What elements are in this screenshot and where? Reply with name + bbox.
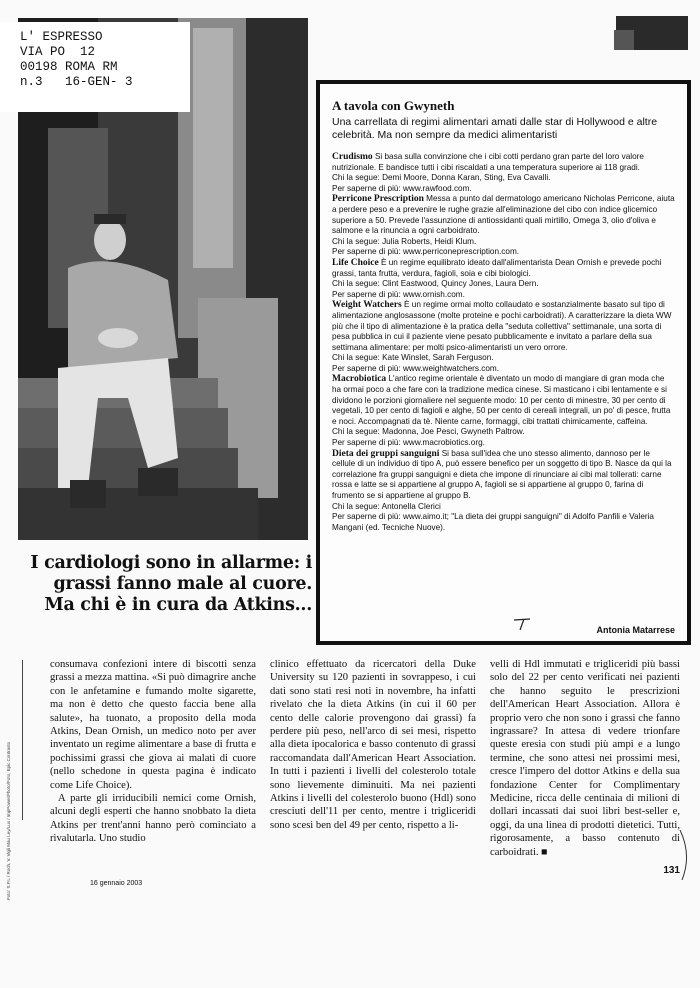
diet-description: Messa a punto dal dermatologo americano Nicholas Perricone, aiuta a perdere peso e a prevenire le rughe grazie all'eliminazione del cibo con indice glicemico superiore a 50. Prevede l'assunzione di antiossidanti quali mirtillo, Omega 3, olio d'oliva e salmone e la rinuncia a ogni carboidrato. [332,194,675,236]
diet-followers: Chi la segue: Antonella Clerici [332,501,441,511]
diet-description: Si basa sull'idea che uno stesso alimento, dannoso per le cellule di un individuo di tipo A, può essere benefico per un soggetto di tipo B. Nasce da qui la correlazione fra gruppi sanguigni e dieta che impone di rinunciare ai cibi mal tollerati: carne rossa e latte se si appartiene al gruppo A, fagioli se si appartiene al gruppo 0, farina di frumento se si appartiene al gruppo B. [332,448,672,500]
scan-shadow-2 [614,30,634,50]
diet-more-info: Per saperne di più: www.aimo.it; "La dieta dei gruppi sanguigni" di Adolfo Panfili e Valeria Mangani (ed. Tecniche Nuove). [332,512,654,532]
column-rule [22,660,23,820]
diet-name: Macrobiotica [332,374,387,385]
stamp-line: 00198 ROMA RM [20,60,118,74]
diet-entry [332,194,675,258]
scan-edge-curve [678,830,692,880]
diet-followers: Chi la segue: Clint Eastwood, Quincy Jones, Laura Dern. [332,279,539,289]
sidebar-author: Antonia Matarrese [596,625,675,635]
paragraph: velli di Hdl immutati e trigliceridi più bassi solo del 22 per cento verificati nei pazienti che hanno seguito le prescrizioni dell'American Heart Association. Allora è proprio vero che non sono i grassi che fanno ingrassare? In attesa di vedere trionfare queste eresia con studi più ampi e a lungo termine, che sono attesi nei prossimi mesi, cresce l'impero del dottor Atkins e della sua fondazione Center for Complimentary Medicine, ricca delle centinaia di milioni di dollari incassati dai suoi libri best-seller e, oggi, da una linea di prodotti dietetici. Tutti, rigorosamente, a basso contenuto di carboidrati. ■ [490,659,680,858]
sidebar-intro: Una carrellata di regimi alimentari amati dalle star di Hollywood e altre celebrità. Ma non sempre da medici alimentaristi [332,116,658,141]
subscription-address-stamp [0,22,190,112]
diet-entry [332,374,675,448]
article-column-1 [50,658,256,846]
diet-name: Perricone Prescription [332,194,424,205]
diet-description: Si basa sulla convinzione che i cibi cotti perdano gran parte del loro valore nutrizionale. E bandisce tutti i cibi riscaldati a una temperatura superiore ai 118 gradi. [332,152,644,172]
diet-more-info: Per saperne di più: www.rawfood.com. [332,183,472,193]
diet-entry [332,258,675,300]
diet-followers: Chi la segue: Madonna, Joe Pesci, Gwyneth Paltrow. [332,427,525,437]
diet-followers: Chi la segue: Demi Moore, Donna Karan, Sting, Eva Cavalli. [332,173,551,183]
diet-more-info: Per saperne di più: www.perriconeprescription.com. [332,247,520,257]
issue-date: 16 gennaio 2003 [90,880,143,887]
diet-name: Life Choice [332,257,379,268]
article-column-2 [270,658,476,832]
diet-more-info: Per saperne di più: www.ornish.com. [332,289,465,299]
diet-name: Weight Watchers [332,300,402,311]
diet-entry [332,300,675,374]
diet-followers: Chi la segue: Julia Roberts, Heidi Klum. [332,236,477,246]
diet-description: L'antico regime orientale è diventato un modo di mangiare di gran moda che ha ormai poco a che fare con la tradizione medica cinese. Si masticano i cibi lentamente e si dividono le porzioni giornaliere nel seguente modo: 10 per cento di minestre, 30 per cento di vegetali, 10 per cento di fagioli e alghe, 50 per cento di cereali integrali, un po' di pesce, frutta e noci. Accompagnati da tè. Niente carne, formaggi, cibi trattati chimicamente, caffeina. [332,374,671,426]
diet-more-info: Per saperne di più: www.weightwatchers.com. [332,363,500,373]
diet-name: Crudismo [332,152,373,162]
sidebar-entries [332,152,675,533]
diet-more-info: Per saperne di più: www.macrobiotics.org. [332,438,485,448]
handwritten-mark [512,617,534,631]
diet-sidebar-box [316,80,691,645]
diet-followers: Chi la segue: Kate Winslet, Sarah Ferguson. [332,353,494,363]
article-column-3 [490,658,680,859]
page-number: 131 [663,865,680,876]
paragraph: clinico effettuato da ricercatori della Duke University su 120 pazienti in sovrappeso, i cui dati sono stati resi noti in novembre, ha infatti rivelato che la dieta Atkins (in cui il 60 per cento delle calorie provengono dai grassi) fa perdere più peso, nell'arco di sei mesi, rispetto alla dieta ipocalorica e basso contenuto di grassi raccomandata dall'American Heart Association. In tutti i pazienti i livelli del colesterolo totale sono lievemente diminuiti. Ma nei pazienti Atkins i livelli del colesterolo buono (Hdl) sono cresciuti dell'11 per cento, mentre i trigliceridi sono scesi ben del 49 per cento, rispetto a li- [270,659,476,831]
diet-description: È un regime ormai molto collaudato e sostanzialmente basato sul tipo di alimentazione anglosassone (molte proteine e pochi carboidrati). A caratterizzare la dieta WW più che il tipo di alimentazione è la pratica della "seduta collettiva" settimanale, una sorta di pesa pubblica in cui il paziente viene pesato pubblicamente e invitato a parlare della sua settimana alimentare: per molti psico-alimentaristi un vero orrore. [332,300,672,352]
diet-name: Dieta dei gruppi sanguigni [332,448,440,459]
paragraph: consumava confezioni intere di biscotti senza grassi a mezza mattina. «Si può dimagrire anche con le anfetamine e fumando molte sigarette, ma non è detto che questo faccia bene alla salute», ha tuonato, a proposito della moda Atkins, Dean Ornish, un medico noto per aver inventato un regime alimentare a base di frutta e pochissimi grassi che giova ai malati di cuore (nello schedone in questa pagina è indicato come Life Choice). [50,659,256,791]
stamp-line: n.3 16-GEN- 3 [20,75,133,89]
sidebar-title: A tavola con Gwyneth [332,98,455,113]
stamp-line: L' ESPRESSO [20,30,103,44]
article-headline: I cardiologi sono in allarme: i grassi fanno male al cuore. Ma chi è in cura da Atkins... [30,553,312,615]
diet-entry [332,152,675,194]
diet-entry [332,449,675,534]
photo-credit: Foto: S.P.L / Roch, V. Vigli Mau Ley/Lux / ImpPower/Fhoto/Foto, Epic Contrasto [6,741,11,900]
paragraph: A parte gli irriducibili nemici come Ornish, alcuni degli esperti che hanno snobbato la dieta Atkins per trent'anni hanno però cominciato a rivalutarla. Uno studio [50,793,256,845]
stamp-line: VIA PO 12 [20,45,96,59]
diet-description: È un regime equilibrato ideato dall'alimentarista Dean Ornish e prevede pochi grassi, tanta frutta, verdura, fagioli, soia e cibi biologici. [332,257,662,278]
